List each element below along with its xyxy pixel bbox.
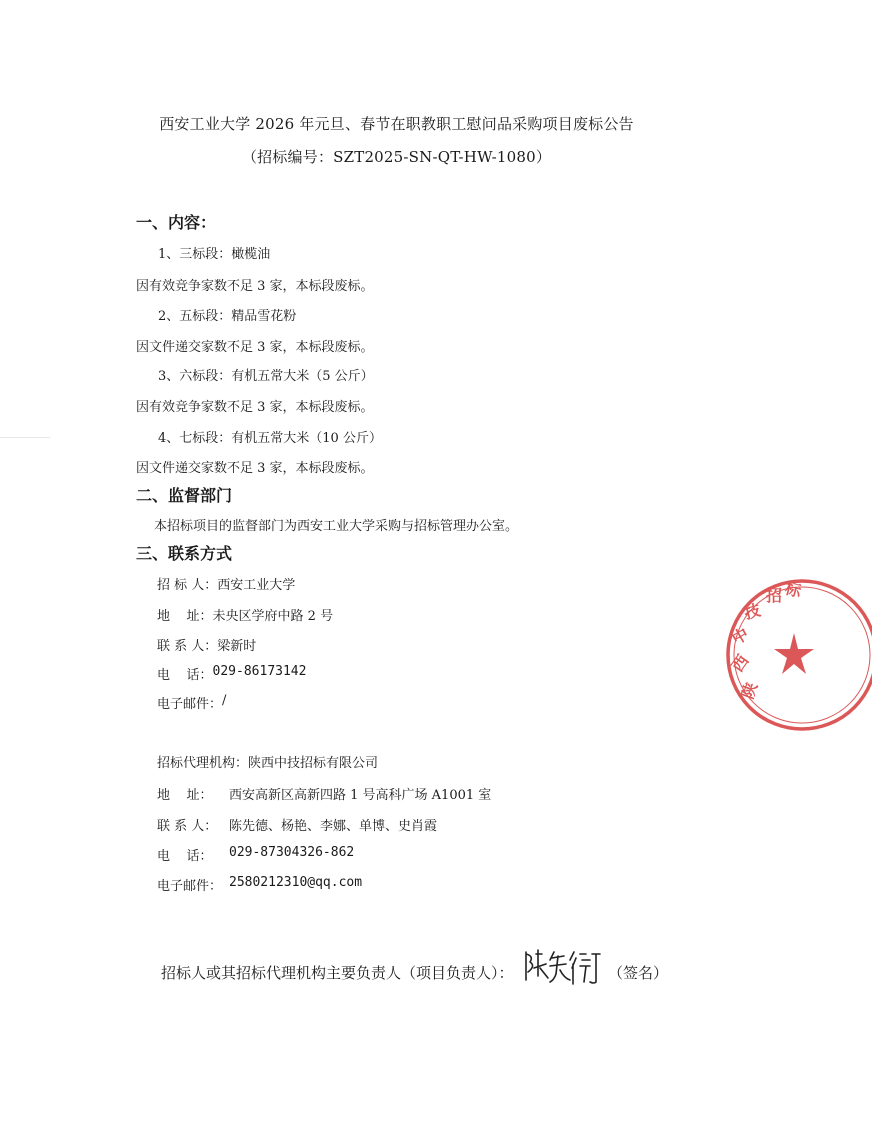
buyer-contact-row (157, 635, 256, 654)
section3-heading: 三、联系方式 (136, 544, 233, 563)
company-seal-stamp (722, 575, 872, 735)
svg-text:西: 西 (727, 651, 753, 676)
buyer-address-row (157, 605, 333, 624)
lot-item-label: 3、六标段：有机五常大米（5 公斤） (158, 369, 374, 384)
agency-name-row (157, 752, 378, 771)
lot-item-label: 4、七标段：有机五常大米（10 公斤） (158, 431, 382, 446)
buyer-email: / (222, 693, 227, 708)
section2-heading: 二、监督部门 (136, 486, 233, 505)
document-title: 西安工业大学 2026 年元旦、春节在职教职工慰问品采购项目废标公告 (159, 115, 634, 133)
buyer-name: 西安工业大学 (217, 578, 296, 593)
buyer-contact: 梁新时 (217, 639, 257, 654)
svg-text:技: 技 (742, 600, 763, 623)
handwritten-signature (520, 946, 610, 988)
field-label: 电 话： (157, 668, 213, 683)
lot-item-reason: 因文件递交家数不足 3 家，本标段废标。 (136, 340, 374, 355)
lot-item-label: 2、五标段：精品雪花粉 (158, 309, 297, 324)
agency-email: 2580212310@qq.com (229, 875, 363, 890)
agency-name: 陕西中技招标有限公司 (248, 756, 379, 771)
field-label: 电 话： (157, 849, 213, 864)
lot-item-reason: 因有效竞争家数不足 3 家，本标段废标。 (136, 400, 374, 415)
scan-artifact-line (0, 437, 50, 438)
agency-contact-row (157, 815, 437, 834)
field-label: 招标代理机构： (157, 756, 249, 771)
lot-item-label: 1、三标段：橄榄油 (158, 247, 271, 262)
signature-suffix: （签名） (608, 964, 669, 982)
agency-phone-row (157, 845, 354, 864)
buyer-name-row (157, 574, 295, 593)
field-label: 地 址： (157, 788, 213, 803)
svg-text:招: 招 (766, 586, 783, 605)
agency-address-row (157, 784, 491, 803)
section1-heading: 一、内容： (136, 213, 217, 232)
buyer-phone: 029-86173142 (212, 664, 307, 679)
buyer-email-row (157, 693, 226, 712)
field-label: 地 址： (157, 609, 213, 624)
field-label: 联 系 人： (157, 639, 218, 654)
agency-email-row (157, 875, 362, 894)
buyer-address: 未央区学府中路 2 号 (212, 609, 334, 624)
agency-address: 西安高新区高新四路 1 号高科广场 A1001 室 (229, 788, 492, 803)
lot-item-reason: 因文件递交家数不足 3 家，本标段废标。 (136, 461, 374, 476)
field-label: 电子邮件： (157, 879, 223, 894)
tender-number: （招标编号：SZT2025-SN-QT-HW-1080） (241, 148, 552, 166)
buyer-phone-row (157, 664, 306, 683)
svg-text:陕: 陕 (737, 679, 762, 702)
field-label: 联 系 人： (157, 819, 218, 834)
svg-text:标: 标 (782, 578, 804, 602)
agency-phone: 029-87304326-862 (229, 845, 355, 860)
field-label: 电子邮件： (157, 697, 223, 712)
svg-text:中: 中 (728, 624, 752, 649)
field-label: 招 标 人： (157, 578, 218, 593)
signature-label: 招标人或其招标代理机构主要负责人（项目负责人）： (161, 964, 514, 982)
lot-item-reason: 因有效竞争家数不足 3 家，本标段废标。 (136, 279, 374, 294)
agency-contact: 陈先德、杨艳、李娜、单博、史肖霞 (229, 819, 438, 834)
supervision-text: 本招标项目的监督部门为西安工业大学采购与招标管理办公室。 (154, 519, 519, 534)
